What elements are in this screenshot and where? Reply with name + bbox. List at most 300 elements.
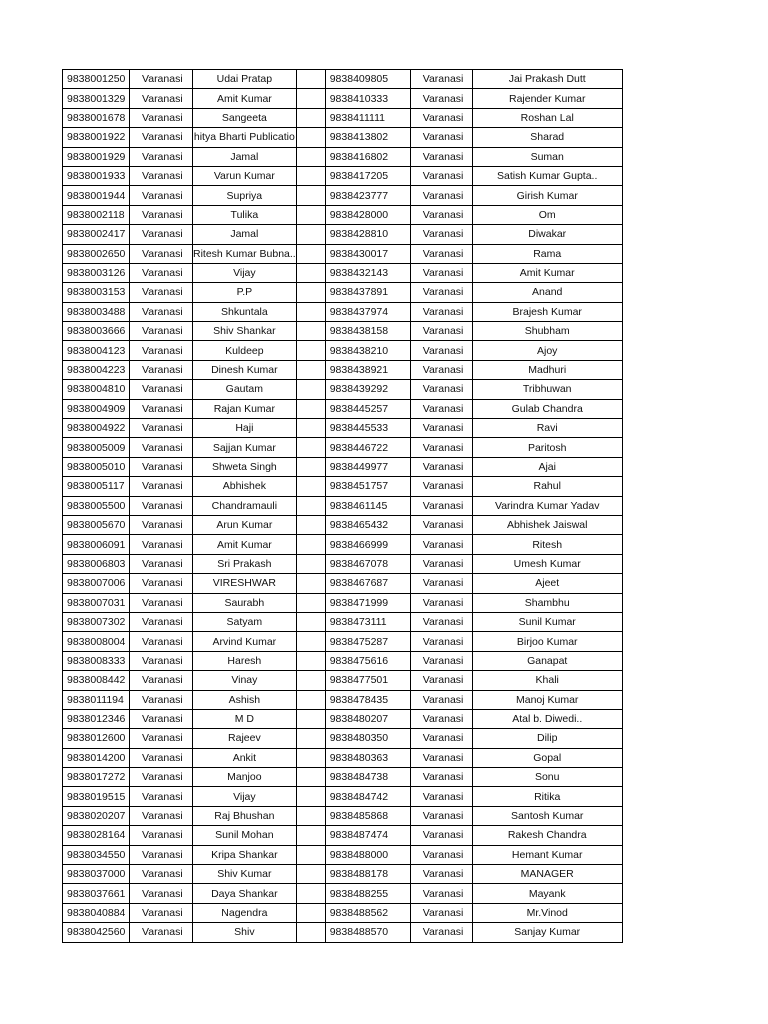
city-left: Varanasi bbox=[130, 671, 193, 690]
city-left: Varanasi bbox=[130, 438, 193, 457]
city-left: Varanasi bbox=[130, 884, 193, 903]
contact-name-left: Jamal bbox=[193, 147, 297, 166]
table-row bbox=[63, 438, 623, 457]
phone-number-left: 9838005009 bbox=[63, 438, 130, 457]
city-right: Varanasi bbox=[410, 244, 472, 263]
phone-number-right: 9838430017 bbox=[325, 244, 410, 263]
phone-number-left: 9838028164 bbox=[63, 826, 130, 845]
contact-name-left: Supriya bbox=[193, 186, 297, 205]
city-left: Varanasi bbox=[130, 554, 193, 573]
contact-name-left: Haji bbox=[193, 419, 297, 438]
city-left: Varanasi bbox=[130, 709, 193, 728]
contact-name-right: Madhuri bbox=[472, 360, 622, 379]
contact-name-right: Ritika bbox=[472, 787, 622, 806]
table-row bbox=[63, 89, 623, 108]
phone-number-right: 9838438210 bbox=[325, 341, 410, 360]
contact-name-right: Ajoy bbox=[472, 341, 622, 360]
empty-cell bbox=[296, 612, 325, 631]
phone-number-right: 9838471999 bbox=[325, 593, 410, 612]
contact-name-right: Atal b. Diwedi.. bbox=[472, 709, 622, 728]
contact-name-right: Sunil Kumar bbox=[472, 612, 622, 631]
city-right: Varanasi bbox=[410, 496, 472, 515]
table-row bbox=[63, 302, 623, 321]
contact-name-left: Varun Kumar bbox=[193, 166, 297, 185]
city-right: Varanasi bbox=[410, 302, 472, 321]
city-right: Varanasi bbox=[410, 515, 472, 534]
city-right: Varanasi bbox=[410, 768, 472, 787]
contact-name-left: Shiv bbox=[193, 923, 297, 942]
contact-name-left: Vijay bbox=[193, 263, 297, 282]
contact-name-right: Birjoo Kumar bbox=[472, 632, 622, 651]
city-left: Varanasi bbox=[130, 108, 193, 127]
phone-number-right: 9838488562 bbox=[325, 903, 410, 922]
table-row bbox=[63, 574, 623, 593]
empty-cell bbox=[296, 322, 325, 341]
phone-number-left: 9838019515 bbox=[63, 787, 130, 806]
city-left: Varanasi bbox=[130, 166, 193, 185]
city-right: Varanasi bbox=[410, 593, 472, 612]
city-right: Varanasi bbox=[410, 70, 472, 89]
city-right: Varanasi bbox=[410, 147, 472, 166]
contact-name-left: VIRESHWAR bbox=[193, 574, 297, 593]
table-row bbox=[63, 826, 623, 845]
contact-name-left: Vinay bbox=[193, 671, 297, 690]
phone-number-left: 9838040884 bbox=[63, 903, 130, 922]
contact-name-right: Mayank bbox=[472, 884, 622, 903]
empty-cell bbox=[296, 263, 325, 282]
phone-number-left: 9838005500 bbox=[63, 496, 130, 515]
table-row bbox=[63, 341, 623, 360]
city-left: Varanasi bbox=[130, 380, 193, 399]
contact-name-right: Ajai bbox=[472, 457, 622, 476]
contact-name-left: Jamal bbox=[193, 225, 297, 244]
contact-name-right: Shubham bbox=[472, 322, 622, 341]
phone-number-right: 9838446722 bbox=[325, 438, 410, 457]
table-row bbox=[63, 612, 623, 631]
phone-number-left: 9838004922 bbox=[63, 419, 130, 438]
phone-number-right: 9838409805 bbox=[325, 70, 410, 89]
phone-number-left: 9838002417 bbox=[63, 225, 130, 244]
city-right: Varanasi bbox=[410, 263, 472, 282]
contact-name-right: Santosh Kumar bbox=[472, 806, 622, 825]
contact-name-right: Khali bbox=[472, 671, 622, 690]
contact-name-right: Shambhu bbox=[472, 593, 622, 612]
city-left: Varanasi bbox=[130, 729, 193, 748]
contact-name-right: Paritosh bbox=[472, 438, 622, 457]
contact-name-right: Diwakar bbox=[472, 225, 622, 244]
phone-number-right: 9838437891 bbox=[325, 283, 410, 302]
empty-cell bbox=[296, 360, 325, 379]
city-left: Varanasi bbox=[130, 457, 193, 476]
table-row bbox=[63, 283, 623, 302]
city-right: Varanasi bbox=[410, 399, 472, 418]
phone-number-right: 9838484738 bbox=[325, 768, 410, 787]
table-row bbox=[63, 225, 623, 244]
phone-number-right: 9838413802 bbox=[325, 128, 410, 147]
phone-number-left: 9838004810 bbox=[63, 380, 130, 399]
phone-number-right: 9838466999 bbox=[325, 535, 410, 554]
phone-number-right: 9838473111 bbox=[325, 612, 410, 631]
empty-cell bbox=[296, 554, 325, 573]
phone-number-left: 9838007302 bbox=[63, 612, 130, 631]
contact-name-right: Mr.Vinod bbox=[472, 903, 622, 922]
phone-number-left: 9838042560 bbox=[63, 923, 130, 942]
contact-name-left: Manjoo bbox=[193, 768, 297, 787]
phone-number-left: 9838012346 bbox=[63, 709, 130, 728]
city-right: Varanasi bbox=[410, 341, 472, 360]
phone-number-left: 9838001329 bbox=[63, 89, 130, 108]
city-right: Varanasi bbox=[410, 787, 472, 806]
empty-cell bbox=[296, 865, 325, 884]
city-right: Varanasi bbox=[410, 380, 472, 399]
city-left: Varanasi bbox=[130, 651, 193, 670]
city-left: Varanasi bbox=[130, 826, 193, 845]
contact-name-left: P.P bbox=[193, 283, 297, 302]
phone-number-left: 9838037000 bbox=[63, 865, 130, 884]
contact-name-left: Kripa Shankar bbox=[193, 845, 297, 864]
contact-name-right: Ganapat bbox=[472, 651, 622, 670]
contact-name-left: Arvind Kumar bbox=[193, 632, 297, 651]
empty-cell bbox=[296, 380, 325, 399]
phone-number-right: 9838449977 bbox=[325, 457, 410, 476]
phone-number-right: 9838477501 bbox=[325, 671, 410, 690]
city-right: Varanasi bbox=[410, 166, 472, 185]
phone-number-right: 9838480207 bbox=[325, 709, 410, 728]
table-row bbox=[63, 360, 623, 379]
directory-table bbox=[62, 69, 623, 943]
city-left: Varanasi bbox=[130, 263, 193, 282]
contact-name-left: Shweta Singh bbox=[193, 457, 297, 476]
contact-name-left: Sri Prakash bbox=[193, 554, 297, 573]
table-row bbox=[63, 147, 623, 166]
phone-number-left: 9838003666 bbox=[63, 322, 130, 341]
empty-cell bbox=[296, 244, 325, 263]
empty-cell bbox=[296, 205, 325, 224]
city-right: Varanasi bbox=[410, 671, 472, 690]
table-row bbox=[63, 457, 623, 476]
city-left: Varanasi bbox=[130, 322, 193, 341]
phone-number-right: 9838467078 bbox=[325, 554, 410, 573]
phone-number-left: 9838001678 bbox=[63, 108, 130, 127]
table-row bbox=[63, 593, 623, 612]
phone-number-left: 9838008333 bbox=[63, 651, 130, 670]
contact-name-left: Sajjan Kumar bbox=[193, 438, 297, 457]
phone-number-right: 9838487474 bbox=[325, 826, 410, 845]
table-row bbox=[63, 166, 623, 185]
contact-name-right: Hemant Kumar bbox=[472, 845, 622, 864]
city-left: Varanasi bbox=[130, 399, 193, 418]
city-left: Varanasi bbox=[130, 787, 193, 806]
contact-name-right: Suman bbox=[472, 147, 622, 166]
table-row bbox=[63, 477, 623, 496]
contact-name-left: Ritesh Kumar Bubna.. bbox=[193, 244, 297, 263]
phone-number-left: 9838007006 bbox=[63, 574, 130, 593]
contact-name-right: Ritesh bbox=[472, 535, 622, 554]
city-right: Varanasi bbox=[410, 845, 472, 864]
city-right: Varanasi bbox=[410, 826, 472, 845]
city-right: Varanasi bbox=[410, 360, 472, 379]
table-row bbox=[63, 651, 623, 670]
city-left: Varanasi bbox=[130, 283, 193, 302]
contact-name-right: Girish Kumar bbox=[472, 186, 622, 205]
phone-number-left: 9838004123 bbox=[63, 341, 130, 360]
contact-name-left: Arun Kumar bbox=[193, 515, 297, 534]
city-left: Varanasi bbox=[130, 845, 193, 864]
table-row bbox=[63, 923, 623, 942]
phone-number-left: 9838014200 bbox=[63, 748, 130, 767]
contact-name-left: Shiv Shankar bbox=[193, 322, 297, 341]
empty-cell bbox=[296, 147, 325, 166]
contact-name-left: Abhishek bbox=[193, 477, 297, 496]
contact-name-left: Shkuntala bbox=[193, 302, 297, 321]
city-left: Varanasi bbox=[130, 360, 193, 379]
table-row bbox=[63, 729, 623, 748]
empty-cell bbox=[296, 399, 325, 418]
contact-name-right: Amit Kumar bbox=[472, 263, 622, 282]
contact-name-right: Rakesh Chandra bbox=[472, 826, 622, 845]
contact-name-left: Dinesh Kumar bbox=[193, 360, 297, 379]
contact-name-right: Umesh Kumar bbox=[472, 554, 622, 573]
contact-name-right: Gulab Chandra bbox=[472, 399, 622, 418]
city-left: Varanasi bbox=[130, 70, 193, 89]
empty-cell bbox=[296, 225, 325, 244]
city-right: Varanasi bbox=[410, 108, 472, 127]
contact-name-right: Brajesh Kumar bbox=[472, 302, 622, 321]
phone-number-left: 9838020207 bbox=[63, 806, 130, 825]
contact-name-left: Rajan Kumar bbox=[193, 399, 297, 418]
phone-number-right: 9838488570 bbox=[325, 923, 410, 942]
phone-number-left: 9838002650 bbox=[63, 244, 130, 263]
empty-cell bbox=[296, 477, 325, 496]
table-row bbox=[63, 399, 623, 418]
phone-number-left: 9838004223 bbox=[63, 360, 130, 379]
empty-cell bbox=[296, 438, 325, 457]
city-right: Varanasi bbox=[410, 865, 472, 884]
contact-name-right: Sanjay Kumar bbox=[472, 923, 622, 942]
city-left: Varanasi bbox=[130, 89, 193, 108]
table-row bbox=[63, 903, 623, 922]
phone-number-right: 9838485868 bbox=[325, 806, 410, 825]
contact-name-left: Nagendra bbox=[193, 903, 297, 922]
phone-number-left: 9838001944 bbox=[63, 186, 130, 205]
phone-number-left: 9838012600 bbox=[63, 729, 130, 748]
empty-cell bbox=[296, 690, 325, 709]
city-left: Varanasi bbox=[130, 903, 193, 922]
empty-cell bbox=[296, 884, 325, 903]
phone-number-left: 9838008442 bbox=[63, 671, 130, 690]
contact-name-right: Varindra Kumar Yadav bbox=[472, 496, 622, 515]
contact-name-right: Anand bbox=[472, 283, 622, 302]
city-right: Varanasi bbox=[410, 322, 472, 341]
city-right: Varanasi bbox=[410, 477, 472, 496]
table-body bbox=[63, 70, 623, 943]
city-left: Varanasi bbox=[130, 186, 193, 205]
table-row bbox=[63, 690, 623, 709]
empty-cell bbox=[296, 108, 325, 127]
table-row bbox=[63, 748, 623, 767]
empty-cell bbox=[296, 89, 325, 108]
city-left: Varanasi bbox=[130, 806, 193, 825]
phone-number-right: 9838423777 bbox=[325, 186, 410, 205]
phone-number-right: 9838484742 bbox=[325, 787, 410, 806]
city-left: Varanasi bbox=[130, 593, 193, 612]
phone-number-left: 9838001922 bbox=[63, 128, 130, 147]
city-right: Varanasi bbox=[410, 535, 472, 554]
contact-name-left: Vijay bbox=[193, 787, 297, 806]
city-right: Varanasi bbox=[410, 438, 472, 457]
empty-cell bbox=[296, 574, 325, 593]
phone-number-right: 9838428000 bbox=[325, 205, 410, 224]
city-left: Varanasi bbox=[130, 632, 193, 651]
city-left: Varanasi bbox=[130, 128, 193, 147]
contact-name-left: Rajeev bbox=[193, 729, 297, 748]
phone-number-left: 9838011194 bbox=[63, 690, 130, 709]
city-right: Varanasi bbox=[410, 186, 472, 205]
phone-number-right: 9838410333 bbox=[325, 89, 410, 108]
contact-name-right: Dilip bbox=[472, 729, 622, 748]
contact-name-right: Rahul bbox=[472, 477, 622, 496]
city-right: Varanasi bbox=[410, 748, 472, 767]
phone-number-right: 9838488178 bbox=[325, 865, 410, 884]
phone-number-right: 9838416802 bbox=[325, 147, 410, 166]
city-left: Varanasi bbox=[130, 205, 193, 224]
contact-name-right: Sonu bbox=[472, 768, 622, 787]
empty-cell bbox=[296, 70, 325, 89]
table-row bbox=[63, 768, 623, 787]
table-row bbox=[63, 806, 623, 825]
phone-number-right: 9838445257 bbox=[325, 399, 410, 418]
contact-name-right: Om bbox=[472, 205, 622, 224]
phone-number-left: 9838034550 bbox=[63, 845, 130, 864]
city-left: Varanasi bbox=[130, 419, 193, 438]
table-row bbox=[63, 419, 623, 438]
empty-cell bbox=[296, 787, 325, 806]
phone-number-right: 9838465432 bbox=[325, 515, 410, 534]
empty-cell bbox=[296, 806, 325, 825]
table-row bbox=[63, 787, 623, 806]
empty-cell bbox=[296, 515, 325, 534]
empty-cell bbox=[296, 709, 325, 728]
city-left: Varanasi bbox=[130, 748, 193, 767]
city-right: Varanasi bbox=[410, 729, 472, 748]
city-right: Varanasi bbox=[410, 884, 472, 903]
phone-number-right: 9838432143 bbox=[325, 263, 410, 282]
contact-name-right: Rajender Kumar bbox=[472, 89, 622, 108]
contact-name-left: M D bbox=[193, 709, 297, 728]
city-left: Varanasi bbox=[130, 244, 193, 263]
phone-number-right: 9838488255 bbox=[325, 884, 410, 903]
phone-number-right: 9838439292 bbox=[325, 380, 410, 399]
city-right: Varanasi bbox=[410, 632, 472, 651]
phone-number-right: 9838488000 bbox=[325, 845, 410, 864]
table-row bbox=[63, 380, 623, 399]
city-left: Varanasi bbox=[130, 515, 193, 534]
contact-name-left: Sunil Mohan bbox=[193, 826, 297, 845]
phone-number-left: 9838005670 bbox=[63, 515, 130, 534]
city-right: Varanasi bbox=[410, 457, 472, 476]
contact-name-right: Ravi bbox=[472, 419, 622, 438]
table-row bbox=[63, 865, 623, 884]
contact-name-left: Kuldeep bbox=[193, 341, 297, 360]
contact-name-left: hitya Bharti Publicatio bbox=[193, 128, 297, 147]
empty-cell bbox=[296, 729, 325, 748]
phone-number-right: 9838467687 bbox=[325, 574, 410, 593]
contact-name-left: Tulika bbox=[193, 205, 297, 224]
table-row bbox=[63, 709, 623, 728]
empty-cell bbox=[296, 302, 325, 321]
phone-number-right: 9838461145 bbox=[325, 496, 410, 515]
empty-cell bbox=[296, 923, 325, 942]
city-right: Varanasi bbox=[410, 903, 472, 922]
empty-cell bbox=[296, 768, 325, 787]
empty-cell bbox=[296, 166, 325, 185]
phone-number-left: 9838001250 bbox=[63, 70, 130, 89]
phone-number-right: 9838480350 bbox=[325, 729, 410, 748]
phone-number-left: 9838006091 bbox=[63, 535, 130, 554]
contact-name-left: Daya Shankar bbox=[193, 884, 297, 903]
empty-cell bbox=[296, 826, 325, 845]
city-right: Varanasi bbox=[410, 709, 472, 728]
empty-cell bbox=[296, 128, 325, 147]
phone-number-left: 9838001929 bbox=[63, 147, 130, 166]
contact-name-right: Roshan Lal bbox=[472, 108, 622, 127]
empty-cell bbox=[296, 903, 325, 922]
city-right: Varanasi bbox=[410, 574, 472, 593]
city-right: Varanasi bbox=[410, 89, 472, 108]
phone-number-right: 9838417205 bbox=[325, 166, 410, 185]
city-left: Varanasi bbox=[130, 341, 193, 360]
table-row bbox=[63, 263, 623, 282]
city-left: Varanasi bbox=[130, 923, 193, 942]
contact-name-left: Saurabh bbox=[193, 593, 297, 612]
empty-cell bbox=[296, 845, 325, 864]
phone-number-left: 9838006803 bbox=[63, 554, 130, 573]
city-right: Varanasi bbox=[410, 612, 472, 631]
city-right: Varanasi bbox=[410, 283, 472, 302]
empty-cell bbox=[296, 496, 325, 515]
empty-cell bbox=[296, 651, 325, 670]
contact-name-right: Ajeet bbox=[472, 574, 622, 593]
empty-cell bbox=[296, 632, 325, 651]
contact-name-left: Amit Kumar bbox=[193, 535, 297, 554]
empty-cell bbox=[296, 535, 325, 554]
table-row bbox=[63, 671, 623, 690]
phone-number-right: 9838475287 bbox=[325, 632, 410, 651]
phone-number-left: 9838001933 bbox=[63, 166, 130, 185]
city-left: Varanasi bbox=[130, 690, 193, 709]
contact-name-left: Raj Bhushan bbox=[193, 806, 297, 825]
city-right: Varanasi bbox=[410, 806, 472, 825]
phone-number-left: 9838005117 bbox=[63, 477, 130, 496]
phone-number-left: 9838008004 bbox=[63, 632, 130, 651]
phone-number-right: 9838451757 bbox=[325, 477, 410, 496]
table-row bbox=[63, 496, 623, 515]
phone-number-right: 9838480363 bbox=[325, 748, 410, 767]
city-left: Varanasi bbox=[130, 496, 193, 515]
contact-name-right: Abhishek Jaiswal bbox=[472, 515, 622, 534]
city-left: Varanasi bbox=[130, 612, 193, 631]
phone-number-right: 9838437974 bbox=[325, 302, 410, 321]
contact-name-left: Ashish bbox=[193, 690, 297, 709]
empty-cell bbox=[296, 341, 325, 360]
empty-cell bbox=[296, 593, 325, 612]
phone-number-left: 9838002118 bbox=[63, 205, 130, 224]
contact-name-left: Ankit bbox=[193, 748, 297, 767]
contact-name-left: Sangeeta bbox=[193, 108, 297, 127]
city-left: Varanasi bbox=[130, 147, 193, 166]
city-left: Varanasi bbox=[130, 535, 193, 554]
city-right: Varanasi bbox=[410, 419, 472, 438]
